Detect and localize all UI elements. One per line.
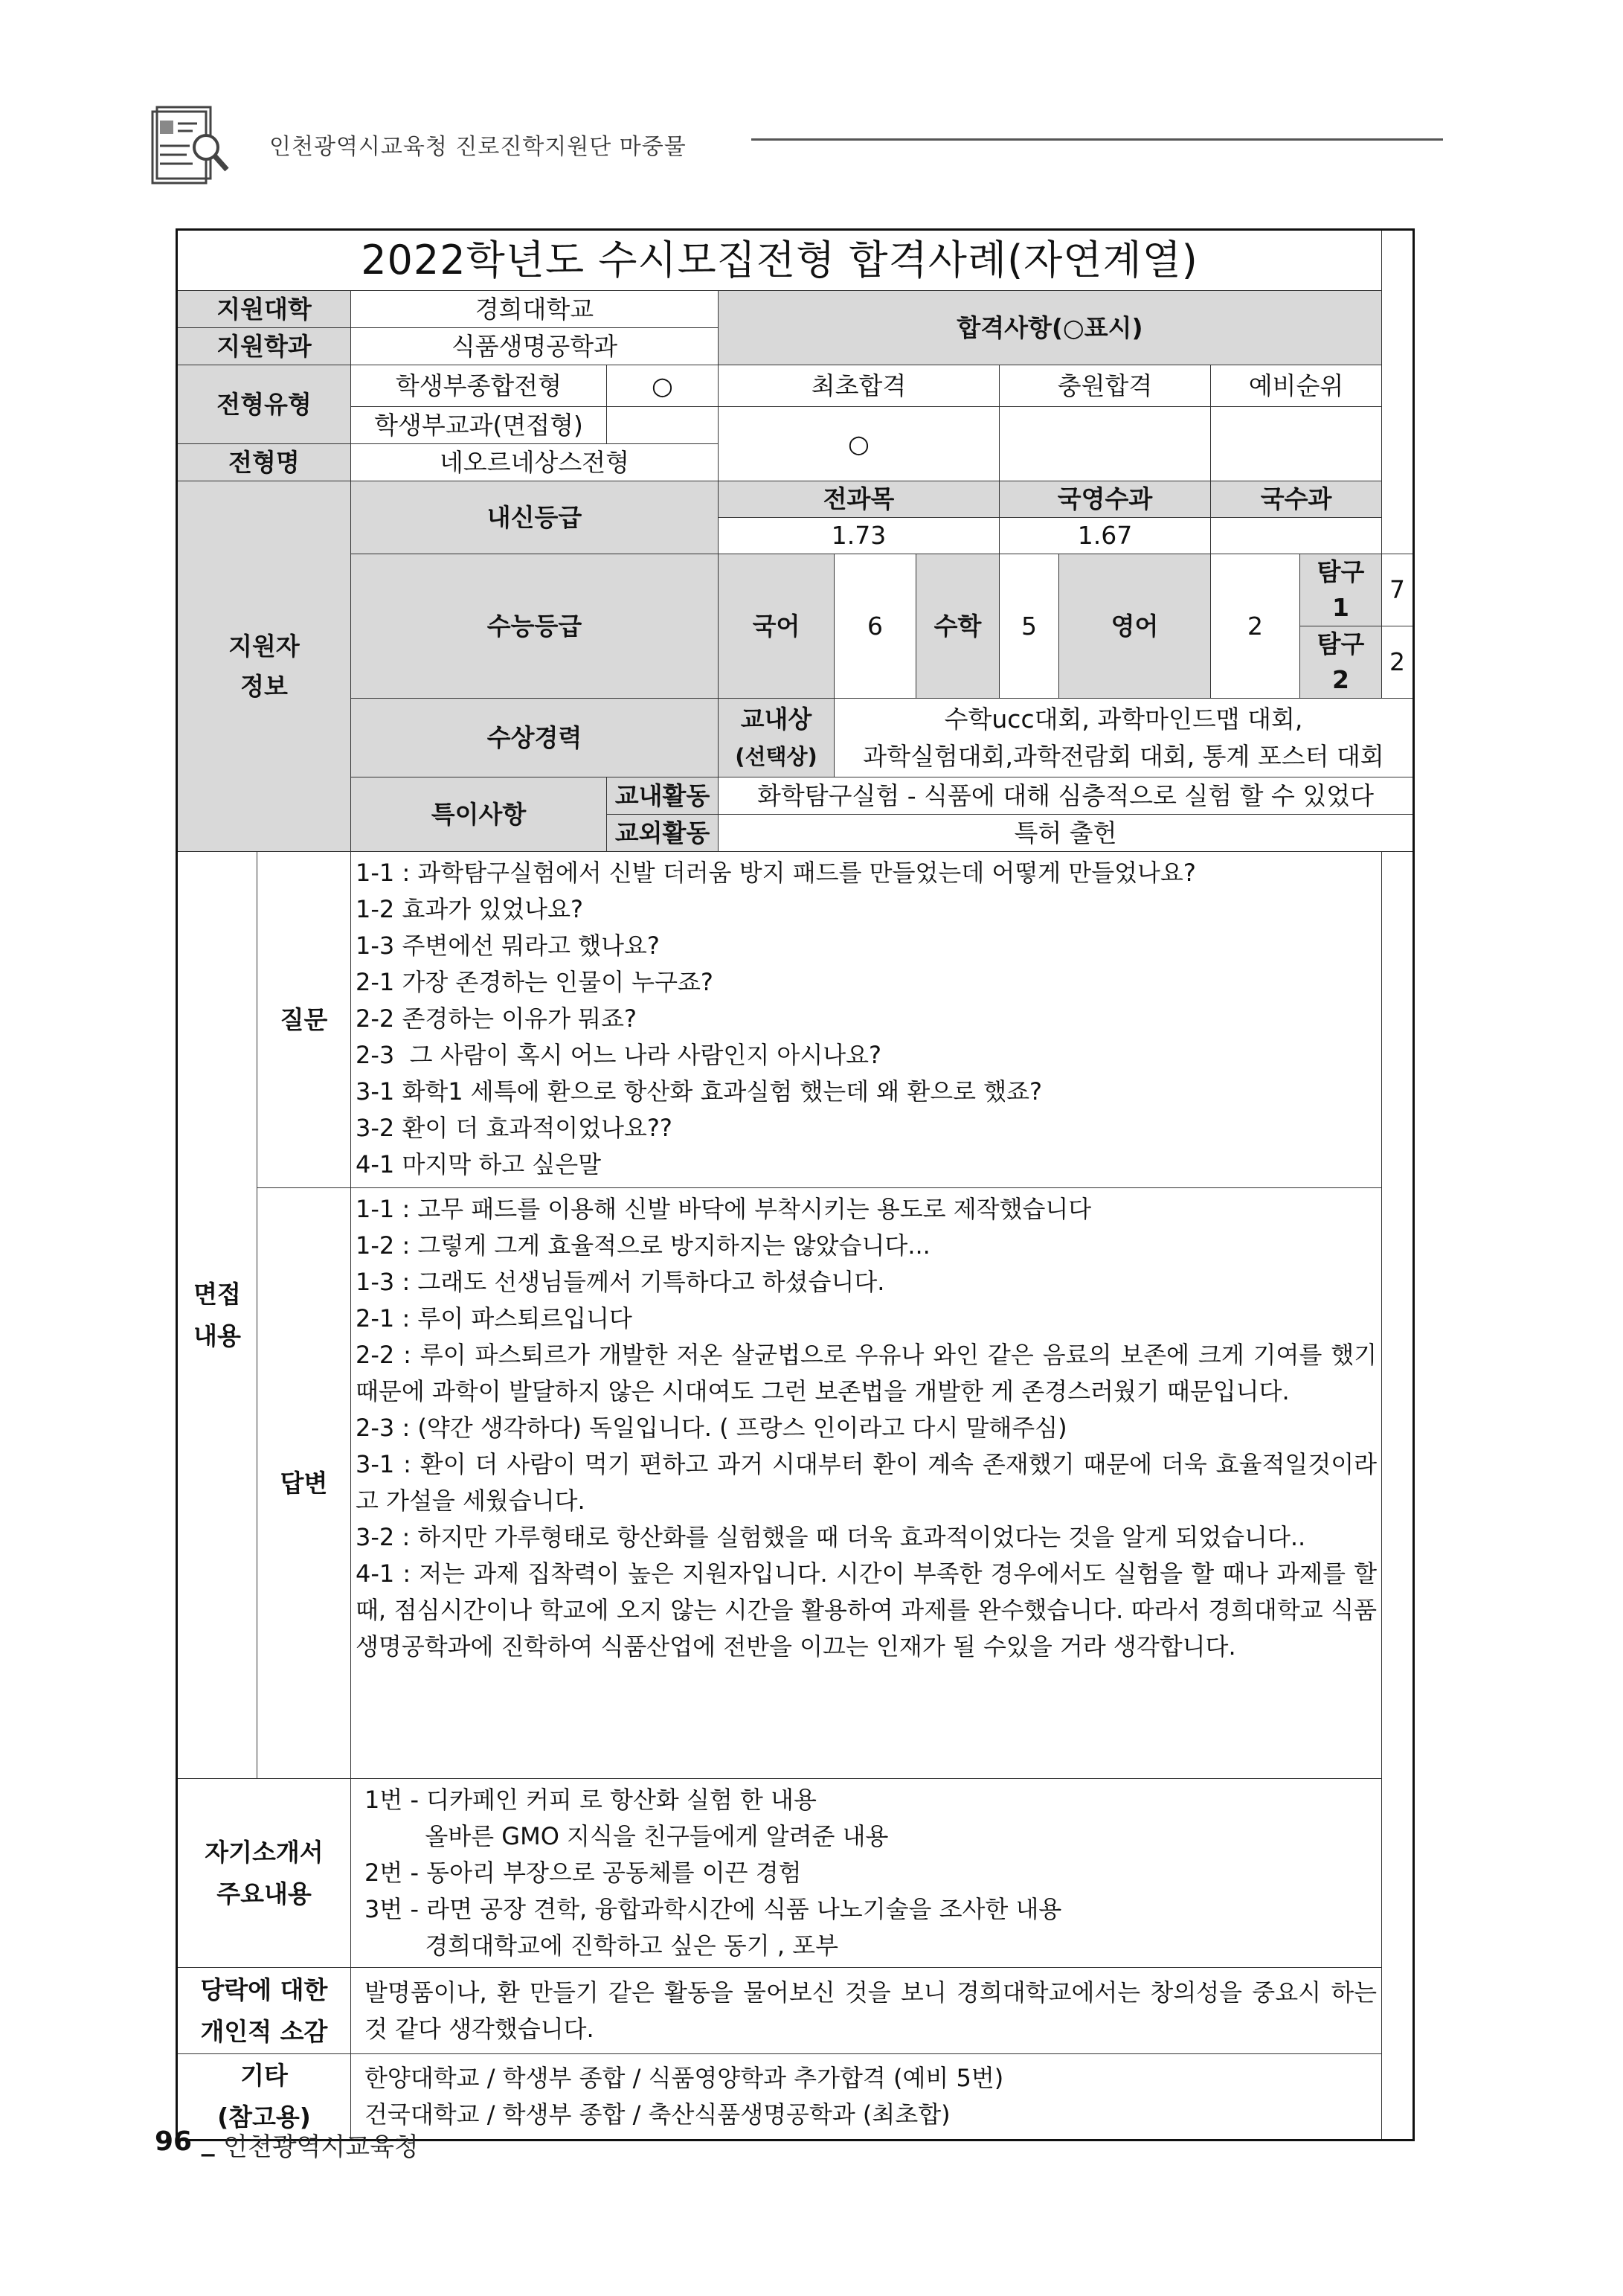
pass-header: 합격사항(○표시) — [719, 291, 1382, 365]
admission-type-2-mark — [607, 407, 719, 444]
naesin-all-value: 1.73 — [719, 518, 1000, 554]
math-grade: 5 — [1000, 554, 1059, 699]
document-search-icon — [152, 104, 233, 187]
naesin-label: 내신등급 — [351, 481, 719, 554]
question-label: 질문 — [257, 852, 351, 1188]
impression-text: 발명품이나, 환 만들기 같은 활동을 물어보신 것을 보니 경희대학교에서는 창의성을 중요시 하는 것 같다 생각했습니다. — [364, 1978, 1385, 2043]
awards-value: 수학ucc대회, 과학마인드맵 대회, 과학실험대회,과학전람회 대회, 통계 포스터 대회 — [835, 699, 1414, 777]
answer-label: 답변 — [257, 1188, 351, 1779]
impression-cell — [351, 1968, 1385, 2054]
admission-name-value: 네오르네상스전형 — [351, 444, 719, 481]
header-divider — [751, 138, 1443, 141]
korean-grade: 6 — [835, 554, 916, 699]
admission-case-table — [176, 228, 1415, 2141]
math-label: 수학 — [916, 554, 1000, 699]
self-intro-label: 자기소개서 주요내용 — [177, 1779, 351, 1968]
first-pass-mark: ○ — [719, 407, 1000, 481]
page-number: 96 _ — [155, 2126, 215, 2157]
explore1-label: 탐구 1 — [1300, 554, 1382, 626]
additional-pass-mark — [1000, 407, 1211, 481]
explore2-grade: 2 — [1382, 626, 1414, 699]
admission-type-1-mark: ○ — [607, 365, 719, 407]
kms-label: 국수과 — [1211, 481, 1382, 518]
interview-label: 면접 내용 — [177, 852, 257, 1779]
kems-label: 국영수과 — [1000, 481, 1211, 518]
questions-text: 1-1 : 과학탐구실험에서 신발 더러움 방지 패드를 만들었는데 어떻게 만들었나요? 1-2 효과가 있었나요? 1-3 주변에선 뭐라고 했나요? 2-1 가장 존경하는 인물이 누구죠? 2-2 존경하는 이유가 뭐죠? 2-3 그 사람이 혹시 어느 나라 사람인지 아시나요? 3-1 화학1 세특에 환으로 항산화 효과실험 했는데 왜 환으로 했죠? 3-2 환이 더 효과적이었나요?? 4-1 마지막 하고 싶은말 — [356, 859, 1196, 1179]
special-label: 특이사항 — [351, 777, 607, 852]
internal-awards-title: 교내상 — [740, 704, 812, 734]
header-title: 인천광역시교육청 진로진학지원단 마중물 — [269, 134, 687, 160]
all-subjects-label: 전과목 — [719, 481, 1000, 518]
questions-cell — [351, 852, 1382, 1188]
admission-type-label: 전형유형 — [177, 365, 351, 444]
english-grade: 2 — [1211, 554, 1300, 699]
self-intro-cell — [351, 1779, 1382, 1968]
etc-text: 한양대학교 / 학생부 종합 / 식품영양학과 추가합격 (예비 5번) 건국대학교 / 학생부 종합 / 축산식품생명공학과 (최초합) — [364, 2064, 1004, 2129]
internal-activity-value: 화학탐구실험 - 식품에 대해 심층적으로 실험 할 수 있었다 — [719, 777, 1414, 815]
awards-label: 수상경력 — [351, 699, 719, 777]
university-value: 경희대학교 — [351, 291, 719, 328]
answers-cell — [351, 1188, 1382, 1779]
admission-type-2: 학생부교과(면접형) — [351, 407, 607, 444]
footer-org: 인천광역시교육청 — [223, 2132, 419, 2162]
first-pass-label: 최초합격 — [719, 365, 1000, 407]
naesin-kms-value — [1211, 518, 1382, 554]
admission-name-label: 전형명 — [177, 444, 351, 481]
answers-text: 1-1 : 고무 패드를 이용해 신발 바닥에 부착시키는 용도로 제작했습니다 1-2 : 그렇게 그게 효율적으로 방지하지는 않았습니다... 1-3 : 그래도 선생님들께서 기특하다고 하셨습니다. 2-1 : 루이 파스퇴르입니다 2-2 : 루이 파스퇴르가 개발한 저온 살균법으로 우유나 와인 같은 음료의 보존에 크게 기여를 했기 때문에 과학이 발달하지 않은 시대여도 그런 보존법을 개발한 게 존경스러웠기 때문입니다. 2-3 : (약간 생각하다) 독일입니다. ( 프랑스 인이라고 다시 말해주심) 3-1 : 환이 더 사람이 먹기 편하고 과거 시대부터 환이 계속 존재했기 때문에 더욱 효율적일것이라고 가설을 세웠습니다. 3-2 : 하지만 가루형태로 항산화를 실험했을 때 더욱 효과적이었다는 것을 알게 되었습니다.. 4-1 : 저는 과제 집착력이 높은 지원자입니다. 시간이 부족한 경우에서도 실험을 할 때나 과제를 할 때, 점심시간이나 학교에 오지 않는 시간을 활용하여 과제를 완수했습니다. 따라서 경희대학교 식품생명공학과에 진학하여 식품산업에 전반을 이끄는 인재가 될 수있을 거라 생각합니다. — [356, 1195, 1378, 1661]
english-label: 영어 — [1059, 554, 1211, 699]
document-title: 2022학년도 수시모집전형 합격사례(자연계열) — [177, 230, 1382, 291]
self-intro-text: 1번 - 디카페인 커피 로 항산화 실험 한 내용 올바른 GMO 지식을 친구들에게 알려준 내용 2번 - 동아리 부장으로 공동체를 이끈 경험 3번 - 라면 공장 견학, 융합과학시간에 식품 나노기술을 조사한 내용 경희대학교에 진학하고 싶은 동기 , 포부 — [364, 1786, 1062, 1960]
etc-cell — [351, 2054, 1382, 2141]
department-label: 지원학과 — [177, 328, 351, 365]
etc-label: 기타 (참고용) — [177, 2054, 351, 2141]
waitlist-value — [1211, 407, 1382, 481]
department-value: 식품생명공학과 — [351, 328, 719, 365]
internal-activity-label: 교내활동 — [607, 777, 719, 815]
additional-pass-label: 충원합격 — [1000, 365, 1211, 407]
suneung-label: 수능등급 — [351, 554, 719, 699]
university-label: 지원대학 — [177, 291, 351, 328]
external-activity-value: 특허 출헌 — [719, 815, 1414, 852]
admission-type-1: 학생부종합전형 — [351, 365, 607, 407]
explore1-grade: 7 — [1382, 554, 1414, 626]
internal-awards-label — [719, 699, 835, 777]
optional-awards-note: (선택상) — [735, 743, 817, 769]
impression-label: 당락에 대한 개인적 소감 — [177, 1968, 351, 2054]
external-activity-label: 교외활동 — [607, 815, 719, 852]
korean-label: 국어 — [719, 554, 835, 699]
naesin-kems-value: 1.67 — [1000, 518, 1211, 554]
applicant-info-label: 지원자 정보 — [177, 481, 351, 852]
waitlist-label: 예비순위 — [1211, 365, 1382, 407]
explore2-label: 탐구 2 — [1300, 626, 1382, 699]
